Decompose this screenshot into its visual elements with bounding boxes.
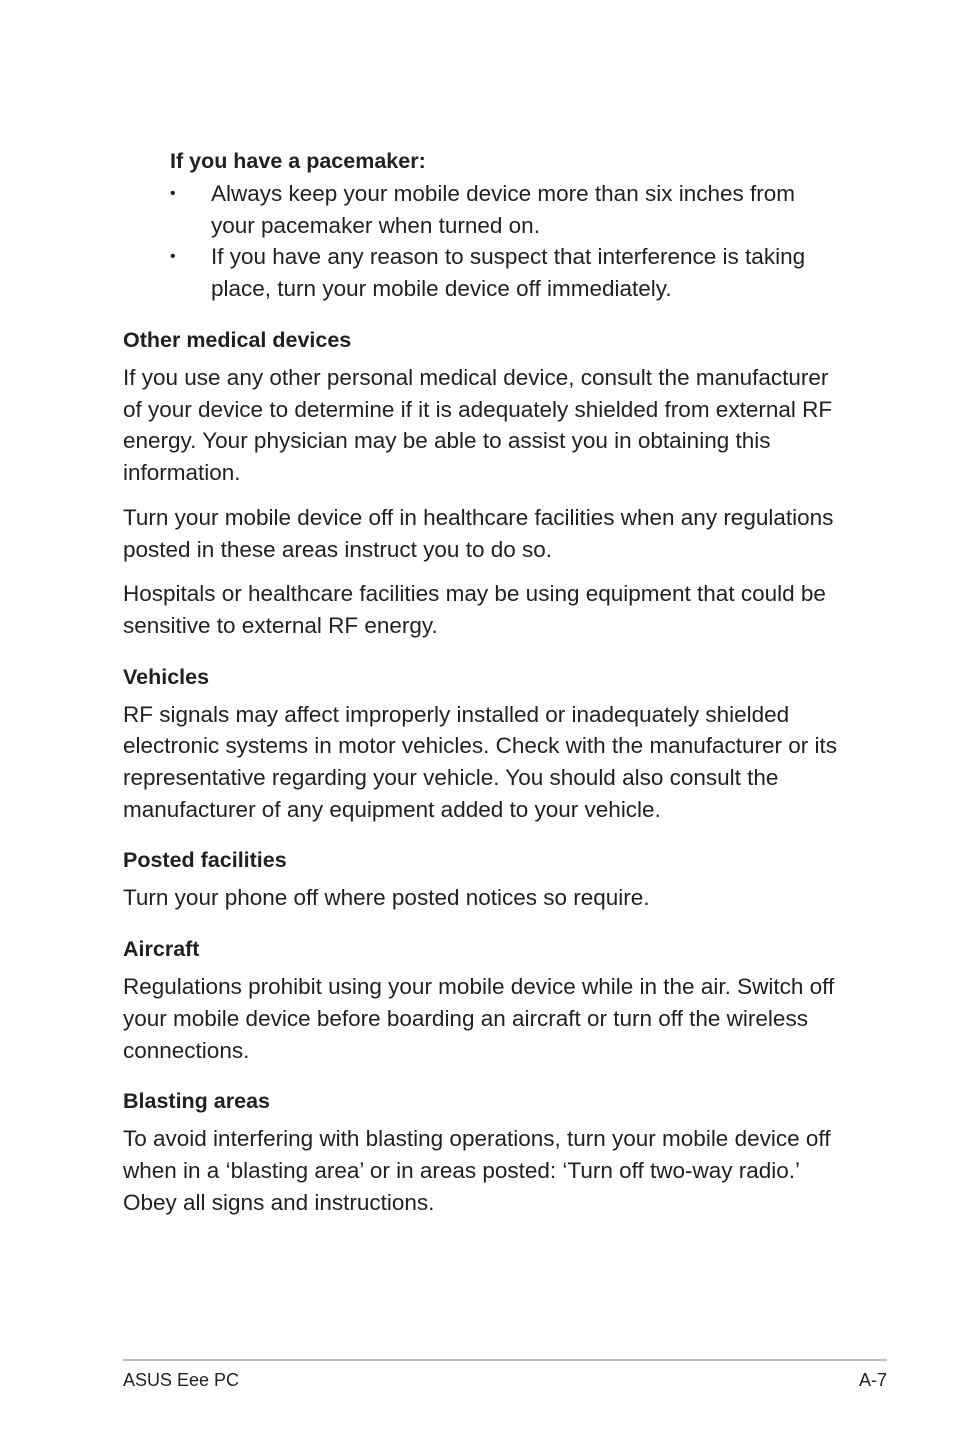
- paragraph: RF signals may affect improperly installed or inadequately shielded electronic systems in motor vehicles. Check with the manufacturer or its representative regarding your vehicle. You should also consult the manufacturer of any equipment added to your vehicle.: [123, 701, 838, 822]
- paragraph: Hospitals or healthcare facilities may be using equipment that could be sensitive to external RF energy.: [123, 581, 826, 638]
- section-heading: Aircraft: [123, 937, 200, 962]
- section-aircraft: [123, 933, 843, 1066]
- pacemaker-heading: If you have a pacemaker:: [170, 149, 426, 173]
- footer-product-name: ASUS Eee PC: [123, 1370, 240, 1390]
- pacemaker-bullet-list: [170, 178, 850, 305]
- bullet-line: place, turn your mobile device off immediately.: [211, 276, 672, 302]
- bullet-item: [170, 178, 850, 241]
- section-heading: Blasting areas: [123, 1089, 270, 1114]
- section-heading: Other medical devices: [123, 328, 352, 352]
- paragraph: Turn your phone off where posted notices so require.: [123, 885, 650, 911]
- paragraph: To avoid interfering with blasting operations, turn your mobile device off when in a ‘blasting area’ or in areas posted: ‘Turn off two-way radio.’ Obey all signs and instructions.: [123, 1126, 831, 1215]
- bullet-item: [170, 241, 850, 304]
- pacemaker-section: [170, 146, 850, 305]
- section-blasting-areas: [123, 1085, 843, 1218]
- bullet-marker: •: [170, 248, 176, 266]
- section-other-medical-devices: [123, 324, 843, 642]
- bullet-line: Always keep your mobile device more than six inches from: [211, 181, 796, 206]
- section-posted-facilities: [123, 844, 843, 914]
- section-heading: Posted facilities: [123, 848, 287, 873]
- bullet-marker: •: [170, 185, 176, 202]
- main-content: [123, 324, 843, 1237]
- bullet-line: If you have any reason to suspect that interference is taking: [211, 244, 806, 270]
- footer-page-number: A-7: [858, 1370, 887, 1390]
- section-heading: Vehicles: [123, 664, 210, 689]
- footer-divider: [123, 1359, 887, 1361]
- section-vehicles: [123, 661, 843, 826]
- bullet-line: your pacemaker when turned on.: [211, 212, 540, 238]
- paragraph: If you use any other personal medical device, consult the manufacturer of your device to determine if it is adequately shielded from external RF energy. Your physician may be able to assist you in obtaining this information.: [123, 365, 833, 486]
- paragraph: Regulations prohibit using your mobile device while in the air. Switch off your mobile device before boarding an aircraft or turn off the wireless connections.: [123, 974, 835, 1063]
- paragraph: Turn your mobile device off in healthcare facilities when any regulations posted in these areas instruct you to do so.: [123, 504, 834, 562]
